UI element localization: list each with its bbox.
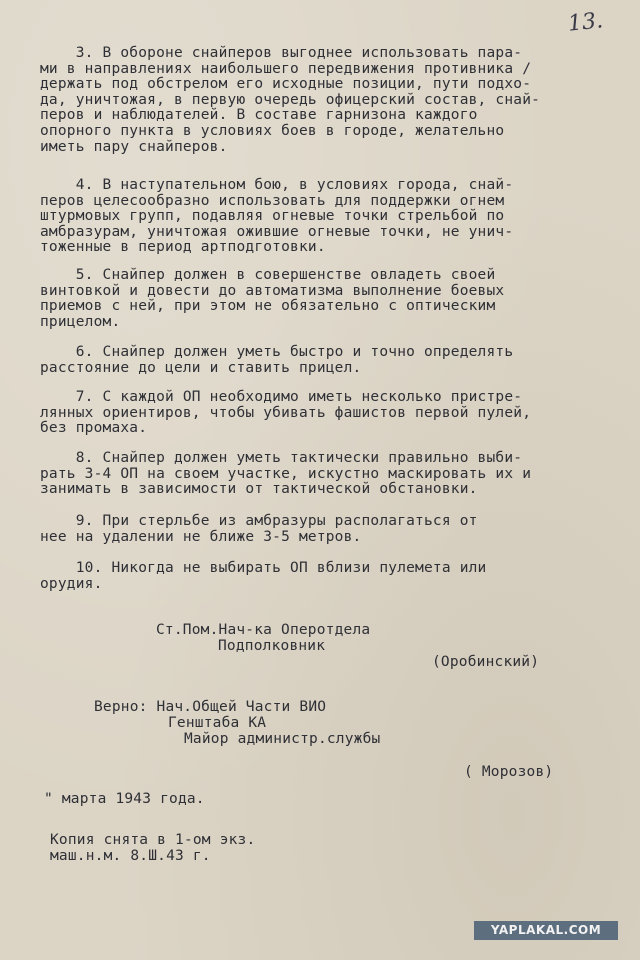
text-line: 5. Снайпер должен в совершенстве овладеть своей — [40, 267, 496, 283]
text-line: 3. В обороне снайперов выгоднее использовать пара- — [40, 45, 523, 61]
text-line: штурмовых групп, подавляя огневые точки стрельбой по — [40, 208, 505, 225]
text-line: 8. Снайпер должен уметь тактически правильно выби- — [40, 450, 523, 466]
text-line: опорного пункта в условиях боев в городе, желательно — [40, 122, 505, 139]
text-line: 10. Никогда не выбирать ОП вблизи пулемета или — [40, 560, 487, 576]
text-line: занимать в зависимости от тактической обстановки. — [40, 481, 478, 498]
text-line: приемов с ней, при этом не обязательно с оптическим — [40, 298, 496, 315]
text-line: 4. В наступательном бою, в условиях города, снай- — [40, 177, 514, 193]
text-line: прицелом. — [40, 313, 121, 330]
site-watermark: YAPLAKAL.COM — [474, 921, 618, 940]
signature-title-line2: Подполковник — [218, 638, 326, 654]
certification-name: ( Морозов) — [464, 764, 554, 780]
certification-line3: Майор администр.службы — [184, 731, 381, 747]
text-line: нее на удалении не ближе 3-5 метров. — [40, 528, 362, 545]
text-line: перов и наблюдателей. В составе гарнизона каждого — [40, 107, 478, 124]
text-line: держать под обстрелом его исходные позиции, пути подхо- — [40, 76, 532, 93]
signature-title-line1: Ст.Пом.Нач-ка Оперотдела — [156, 622, 371, 638]
paragraph-5 — [40, 268, 630, 330]
text-line: да, уничтожая, в первую очередь офицерский состав, снай- — [40, 91, 541, 108]
text-line: лянных ориентиров, чтобы убивать фашистов первой пулей, — [40, 404, 532, 421]
copy-note-line2: маш.н.м. 8.Ш.43 г. — [50, 848, 211, 864]
paragraph-4 — [40, 178, 630, 256]
text-line: перов целесообразно использовать для поддержки огнем — [40, 192, 505, 209]
text-line: орудия. — [40, 575, 103, 592]
paragraph-3 — [40, 46, 630, 155]
paragraph-7 — [40, 390, 630, 437]
text-line: 6. Снайпер должен уметь быстро и точно определять — [40, 344, 514, 360]
text-line: 9. При стерльбе из амбразуры располагаться от — [40, 513, 478, 529]
text-line: ми в направлениях наибольшего передвижения противника / — [40, 60, 532, 77]
text-line: рать 3-4 ОП на своем участке, искустно маскировать их и — [40, 465, 532, 482]
page-number: 13. — [566, 8, 605, 37]
text-line: иметь пару снайперов. — [40, 138, 228, 155]
text-line: тоженные в период артподготовки. — [40, 239, 326, 256]
text-line: винтовкой и довести до автоматизма выполнение боевых — [40, 282, 505, 299]
copy-note-line1: Копия снята в 1-ом экз. — [50, 832, 256, 848]
text-line: без промаха. — [40, 420, 148, 437]
paragraph-6 — [40, 345, 630, 376]
date-line: " марта 1943 года. — [44, 791, 205, 807]
text-line: амбразурам, уничтожая ожившие огневые точки, не унич- — [40, 223, 514, 240]
signature-name: (Оробинский) — [432, 654, 540, 670]
text-line: расстояние до цели и ставить прицел. — [40, 359, 362, 376]
paragraph-8 — [40, 451, 630, 498]
certification-line2: Генштаба КА — [168, 715, 267, 731]
paragraph-9 — [40, 514, 630, 545]
certification-line1: Верно: Нач.Общей Части ВИО — [94, 699, 327, 715]
text-line: 7. С каждой ОП необходимо иметь несколько пристре- — [40, 389, 523, 405]
paragraph-10 — [40, 561, 630, 592]
